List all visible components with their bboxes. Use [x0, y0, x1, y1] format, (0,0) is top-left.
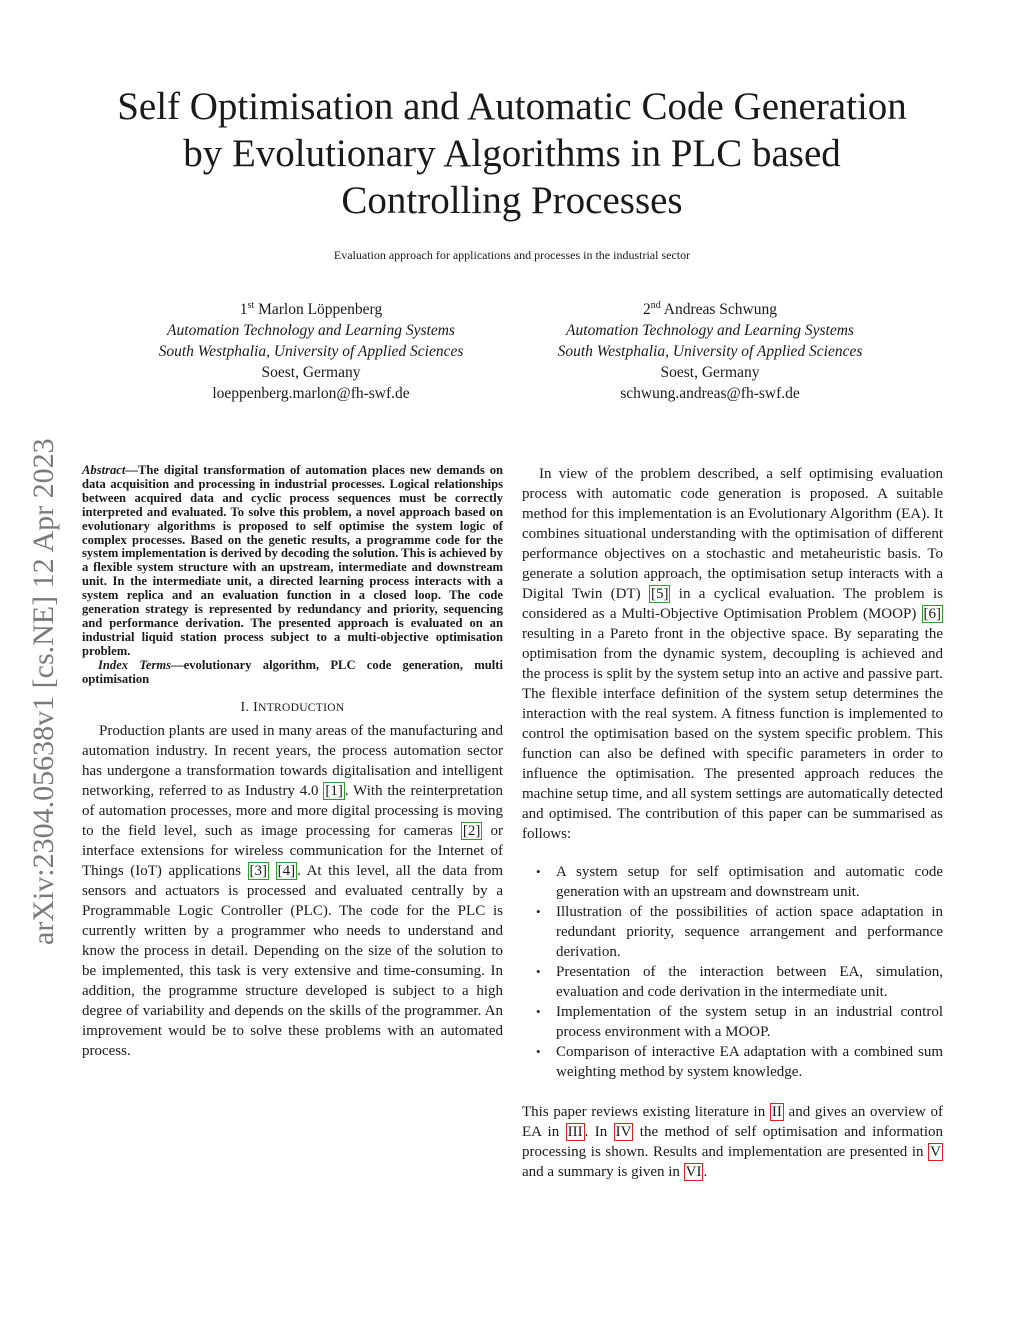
citation-link[interactable]: [2] — [462, 822, 481, 839]
section-heading-introduction — [82, 698, 503, 718]
citation-link[interactable]: [1] — [325, 782, 343, 799]
problem-paragraph — [522, 464, 943, 844]
contribution-item — [536, 1002, 943, 1042]
author-affiliation-2: South Westphalia, University of Applied Sciences — [158, 343, 464, 361]
author-name: Marlon Löppenberg — [258, 301, 383, 319]
paper-title — [60, 83, 964, 224]
author-block-2 — [500, 295, 920, 404]
author-block-1 — [101, 295, 521, 404]
contribution-text: Comparison of interactive EA adaptation with a combined sum weighting method by system knowledge. — [556, 1044, 943, 1080]
author-location: Soest, Germany — [261, 364, 361, 382]
title-line-2: by Evolutionary Algorithms in PLC based — [183, 132, 841, 175]
citation-link[interactable]: [6] — [923, 606, 941, 622]
bullet-icon: • — [536, 904, 541, 919]
intro-paragraph — [82, 721, 503, 1061]
author-affiliation-2: South Westphalia, University of Applied Sciences — [557, 343, 863, 361]
bullet-icon: • — [536, 1044, 541, 1059]
section-number: I. — [240, 699, 250, 715]
author-location: Soest, Germany — [660, 364, 760, 382]
section-link[interactable]: III — [567, 1124, 583, 1140]
author-ordinal: 1 — [239, 301, 248, 319]
abstract — [82, 464, 503, 659]
left-column — [82, 464, 503, 1061]
contribution-text: A system setup for self optimisation and automatic code generation with an upstream and downstream unit. — [556, 864, 943, 900]
abstract-text: The digital transformation of automation places new demands on data acquisition and processing in industrial processes. Logical relationships between acquired data and cyclic process sequences must be correctly interpreted and evaluated. To solve this problem, a novel approach based on evolutionary algorithms is proposed to self optimise the system logic of complex processes. Based on the genetic results, a programme code for the system implementation is derived by decoding the solution. This is achieved by a flexible system structure with an upstream, intermediate and downstream unit. In the intermediate unit, a directed learning process interacts with a system replica and an evaluation function in a closed loop. The code generation strategy is represented by redundancy and priority, sequencing and performance derivation. The presented approach is evaluated on an industrial liquid station process subject to a multi-objective optimisation problem. — [82, 463, 503, 658]
bullet-icon: • — [536, 1004, 541, 1019]
contribution-item — [536, 862, 943, 902]
author-email[interactable]: schwung.andreas@fh-swf.de — [620, 385, 800, 403]
author-ordinal-suffix: st — [247, 300, 255, 311]
author-email[interactable]: loeppenberg.marlon@fh-swf.de — [212, 385, 410, 403]
index-terms-label: Index Terms — [98, 657, 172, 672]
section-link[interactable]: II — [771, 1104, 782, 1120]
text-run: and gives an overview of EA in — [522, 1104, 943, 1140]
text-run: . — [703, 1164, 708, 1180]
author-name-line — [101, 295, 521, 320]
citation-link[interactable]: [4] — [277, 862, 296, 879]
text-run: or interface extensions for wireless communication for the Internet of Things (IoT) applications — [82, 822, 503, 879]
section-title-first-letter: I — [253, 699, 259, 715]
text-run: . At this level, all the data from sensors and actuators is processed and evaluated centrally by a Programmable Logic Controller (PLC). The code for the PLC is currently written by a programmer who needs to understand and know the process in detail. Depending on the size of the solution to be implemented, this task is very extensive and time-consuming. In addition, the programme structure developed is subject to a high degree of variability and depends on the skills of the programmer. An improvement would be to solve these problems with an automated process. — [82, 862, 503, 1059]
contribution-text: Presentation of the interaction between EA, simulation, evaluation and code derivation in the intermediate unit. — [556, 964, 943, 1000]
abstract-label: Abstract— — [82, 463, 138, 477]
text-run: In view of the problem described, a self optimising evaluation process with automatic code generation is proposed. A suitable method for this implementation is an Evolutionary Algorithm (EA). It combines situational understanding with the optimisation of different performance objectives on a stochastic and metaheuristic basis. To generate a solution approach, the optimisation setup interacts with a Digital Twin (DT) — [522, 466, 943, 602]
contribution-text: Illustration of the possibilities of action space adaptation in redundant priority, sequence arrangement and performance derivation. — [556, 904, 943, 960]
author-affiliation-1: Automation Technology and Learning Systems — [566, 322, 854, 340]
author-ordinal: 2 — [643, 301, 651, 319]
contribution-item — [536, 902, 943, 962]
paper-subtitle: Evaluation approach for applications and processes in the industrial sector — [333, 248, 691, 262]
contribution-item — [536, 1042, 943, 1082]
title-line-3: Controlling Processes — [341, 179, 683, 222]
text-run: Production plants are used in many areas of the manufacturing and automation industry. In recent years, the process automation sector has undergone a transformation towards digitalisation and intelligent networking, referred to as Industry 4.0 — [82, 722, 503, 799]
author-name: Andreas Schwung — [663, 301, 777, 319]
text-run: the method of self optimisation and information processing is shown. Results and implementation are presented in — [522, 1124, 943, 1160]
index-terms — [82, 659, 503, 687]
section-title-rest: NTRODUCTION — [258, 701, 345, 714]
section-link[interactable]: VI — [685, 1164, 702, 1180]
right-column — [522, 464, 943, 1182]
author-ordinal-suffix: nd — [650, 300, 661, 311]
index-terms-text: —evolutionary algorithm, PLC code generation, multi optimisation — [82, 657, 503, 686]
citation-link[interactable]: [3] — [249, 862, 267, 879]
author-name-line — [500, 295, 920, 320]
author-affiliation-1: Automation Technology and Learning Systems — [167, 322, 455, 340]
arxiv-stamp: arXiv:2304.05638v1 [cs.NE] 12 Apr 2023 — [27, 438, 60, 945]
text-run: . With the reinterpretation of automation processes, more and more digital processing is moving to the field level, such as image processing for cameras — [82, 782, 503, 839]
contribution-list — [522, 862, 943, 1082]
outline-paragraph — [522, 1102, 943, 1182]
text-run: This paper reviews existing literature in — [522, 1104, 770, 1120]
title-line-1: Self Optimisation and Automatic Code Generation — [117, 85, 907, 128]
citation-link[interactable]: [5] — [650, 586, 669, 602]
text-run: and a summary is given in — [522, 1164, 684, 1180]
bullet-icon: • — [536, 864, 541, 879]
section-link[interactable]: IV — [615, 1124, 632, 1140]
text-run — [269, 863, 276, 879]
bullet-icon: • — [536, 964, 541, 979]
contribution-item — [536, 962, 943, 1002]
contribution-text: Implementation of the system setup in an industrial control process environment with a MOOP. — [556, 1004, 943, 1040]
text-run: in a cyclical evaluation. The problem is considered as a Multi-Objective Optimisation Problem (MOOP) — [522, 586, 943, 622]
section-link[interactable]: V — [930, 1144, 941, 1160]
text-run: resulting in a Pareto front in the objective space. By separating the optimisation from the dynamic system, decoupling is achieved and the process is split by the system setup into an active and passive part. The flexible interface definition of the system setup determines the interaction with the real system. A fitness function is implemented to control the optimisation based on the system specific problem. This function can also be defined with specific parameters in order to influence the optimisation. The presented approach reduces the machine setup time, and all system settings are automatically detected and optimised. The contribution of this paper can be summarised as follows: — [522, 626, 943, 842]
text-run: . In — [584, 1124, 614, 1140]
